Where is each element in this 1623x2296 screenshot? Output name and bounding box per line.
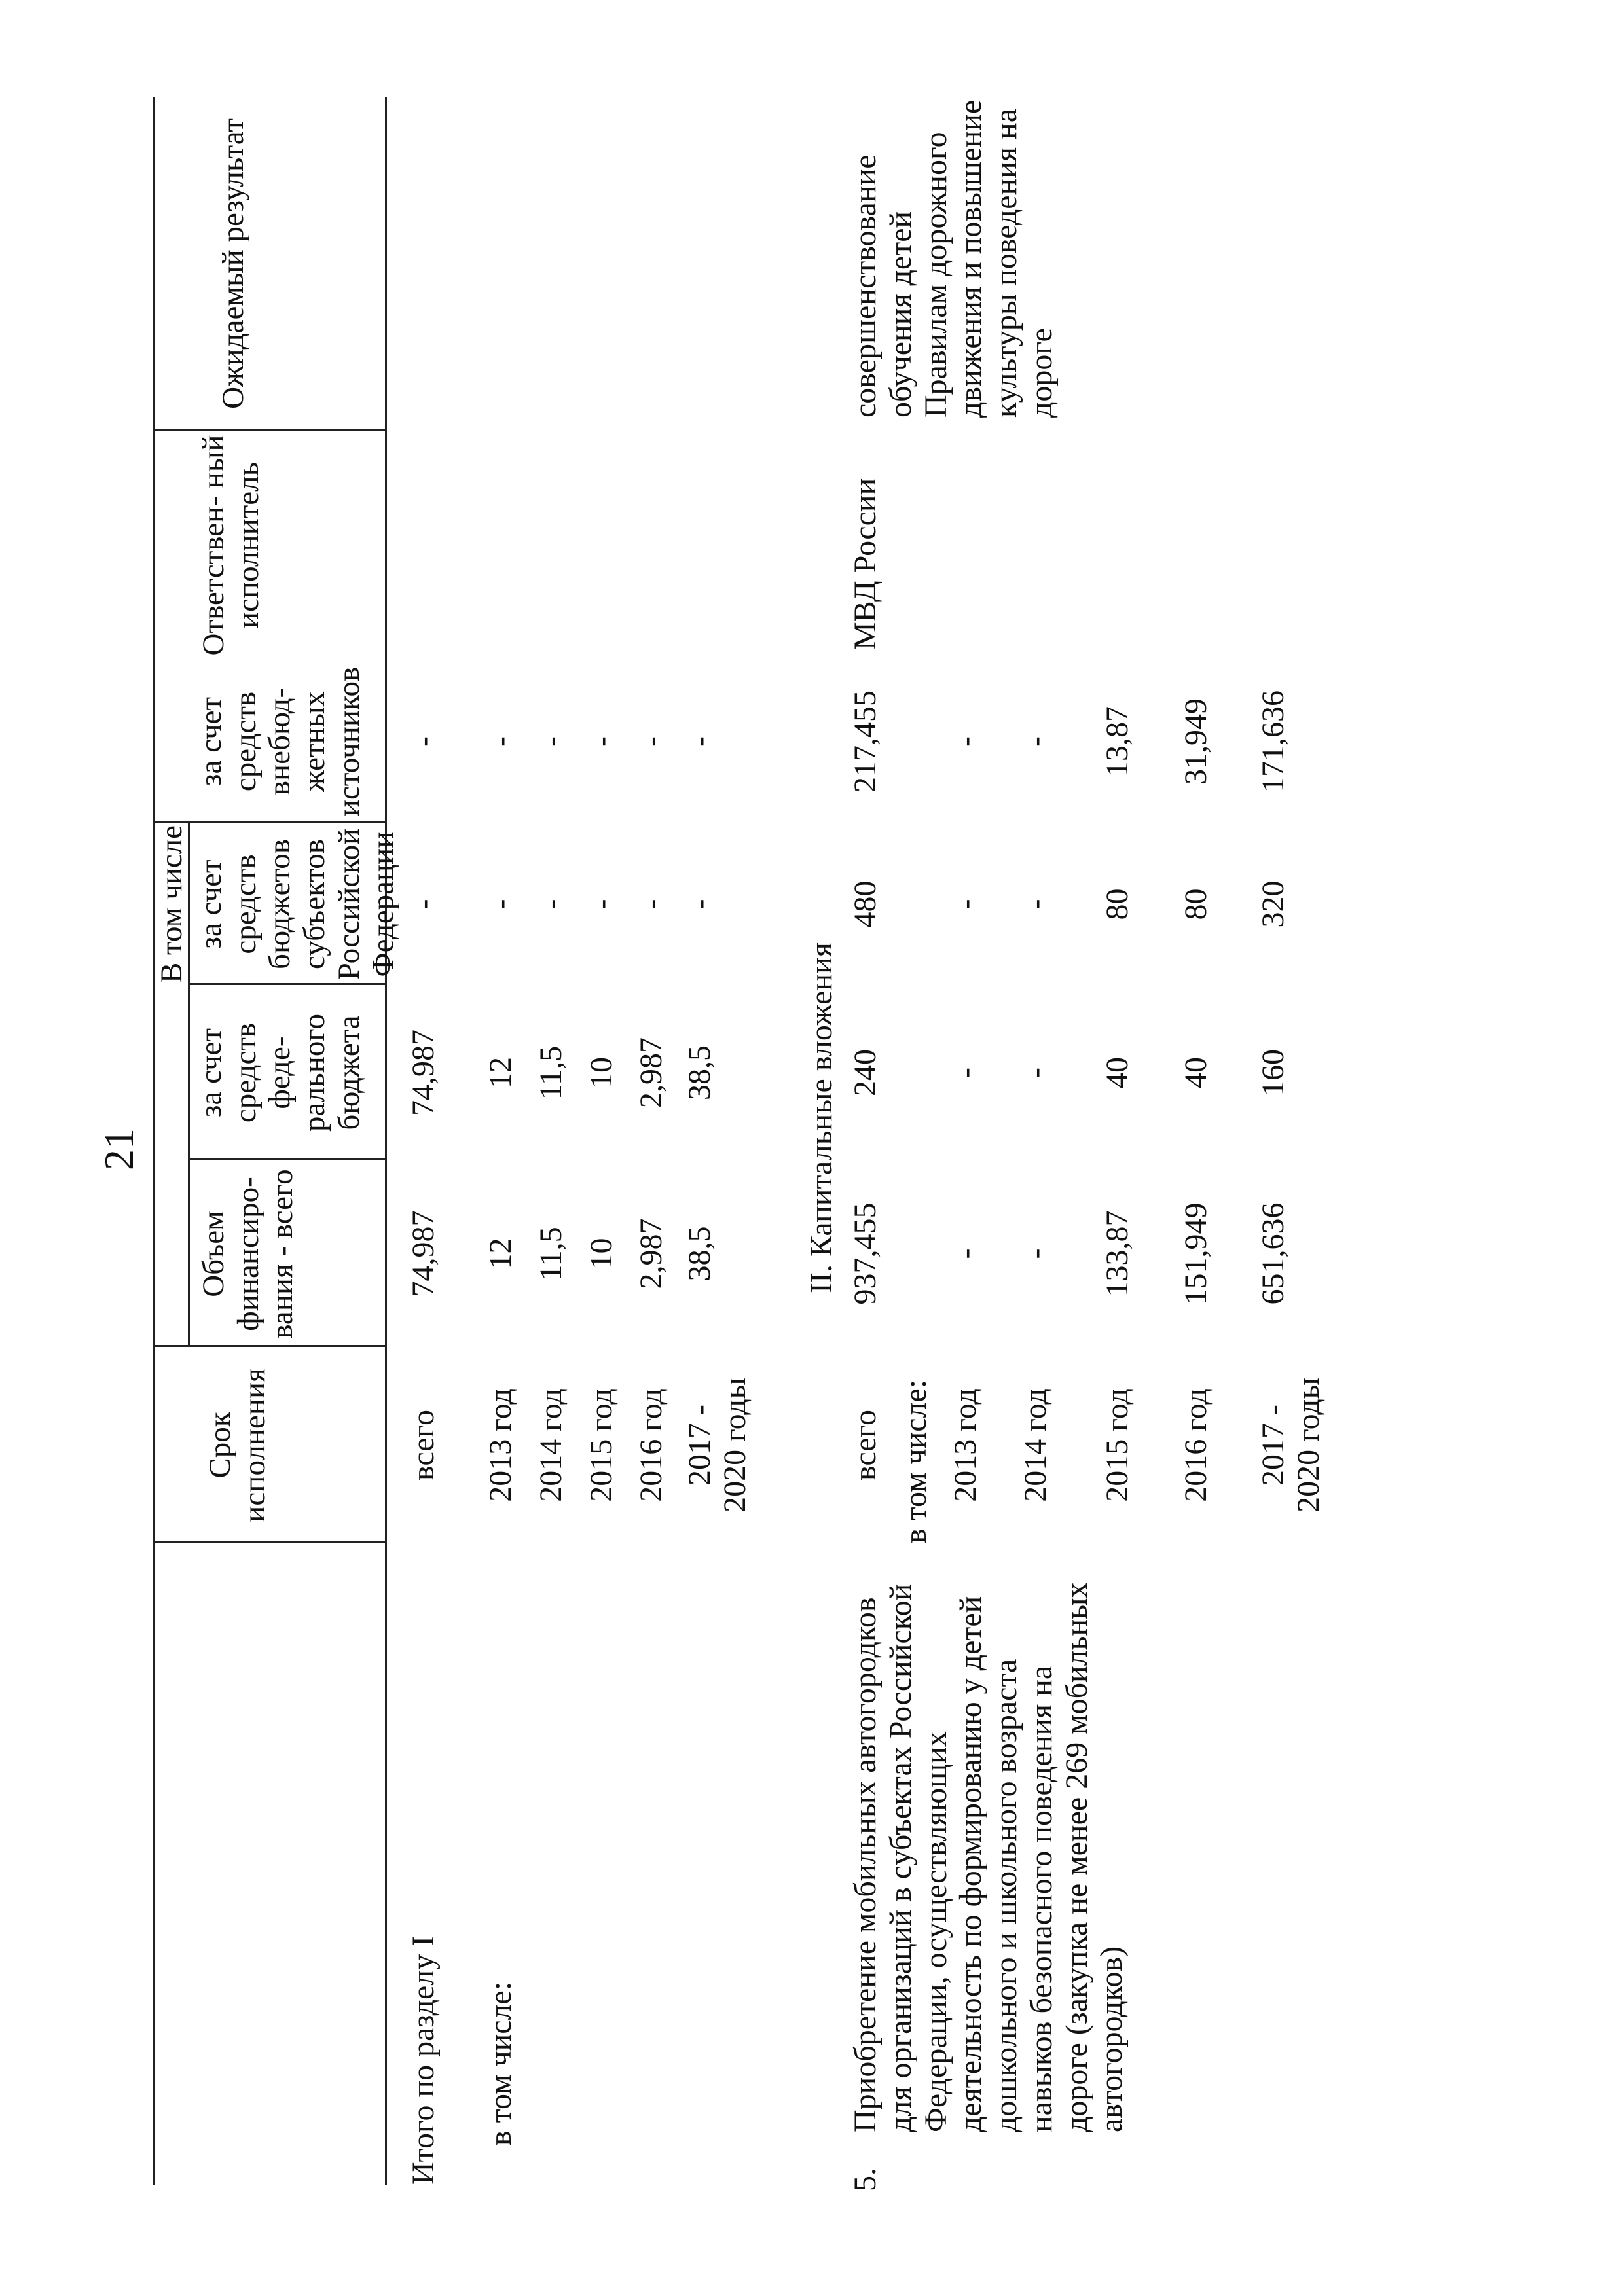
header-result: Ожидаемый результат <box>216 118 250 409</box>
item-result: совершенствование обучения детей Правилам дорожного движения и повышение культуры поведения на дороге <box>848 99 1059 418</box>
header-including: В том числе <box>155 825 189 984</box>
item-term-1: 2013 год <box>948 1388 983 1502</box>
summary-title: Итого по разделу I <box>406 1935 441 2185</box>
summary-regional-3: - <box>584 899 619 910</box>
summary-term-1: 2013 год <box>483 1388 518 1502</box>
header-top-line <box>153 97 155 2185</box>
item-federal-5: 160 <box>1256 1049 1290 1096</box>
summary-federal-2: 11,5 <box>534 1045 568 1100</box>
header-total: Объем финансиро- вания - всего <box>196 1169 300 1339</box>
item-executor: МВД России <box>848 478 883 650</box>
summary-regional-5: - <box>682 899 717 910</box>
summary-term-5: 2017 - 2020 годы <box>682 1378 752 1513</box>
summary-total-0: 74,987 <box>406 1210 441 1297</box>
item-federal-3: 40 <box>1100 1057 1135 1088</box>
item-total-0: 937,455 <box>848 1202 883 1305</box>
item-term-5: 2017 - 2020 годы <box>1256 1378 1326 1513</box>
item-extra-4: 31,949 <box>1178 698 1213 785</box>
summary-federal-0: 74,987 <box>406 1030 441 1116</box>
header-term: Срок исполнения <box>203 1368 272 1522</box>
summary-federal-4: 2,987 <box>634 1037 668 1108</box>
item-total-2: - <box>1018 1248 1053 1259</box>
summary-total-1: 12 <box>483 1238 518 1270</box>
item-number: 5. <box>848 2168 883 2191</box>
item-total-3: 133,87 <box>1100 1210 1135 1297</box>
summary-total-4: 2,987 <box>634 1218 668 1289</box>
item-federal-1: - <box>948 1067 983 1078</box>
item-extra-2: - <box>1018 736 1053 747</box>
summary-incl-label: в том числе: <box>483 1981 518 2145</box>
header-bottom-line <box>385 97 387 2185</box>
item-description: Приобретение мобильных автогородков для организаций в субъектах Российской Федерации, осуществляющих деятельность по формированию у детей дошкольного и школьного возраста навыков безопасного поведения на дороге (закупка не менее 269 мобильных автогородков) <box>848 1582 1129 2132</box>
item-term-4: 2016 год <box>1178 1388 1213 1502</box>
item-regional-2: - <box>1018 899 1053 910</box>
summary-term-2: 2014 год <box>534 1388 568 1502</box>
header-incl: за счет средств феде- рального бюджета <box>194 1014 366 1132</box>
item-extra-3: 13,87 <box>1100 706 1135 777</box>
item-regional-5: 320 <box>1256 880 1290 928</box>
item-total-4: 151,949 <box>1178 1202 1213 1305</box>
item-extra-5: 171,636 <box>1256 691 1290 793</box>
item-extra-1: - <box>948 736 983 747</box>
summary-term-4: 2016 год <box>634 1388 668 1502</box>
header-regional: за счет средств бюджетов субъектов Российской Федерации <box>194 828 401 980</box>
item-regional-0: 480 <box>848 880 883 928</box>
summary-regional-0: - <box>406 899 441 910</box>
summary-federal-3: 10 <box>584 1057 619 1088</box>
item-term-3: 2015 год <box>1100 1388 1135 1502</box>
summary-federal-1: 12 <box>483 1057 518 1088</box>
item-total-1: - <box>948 1248 983 1259</box>
item-regional-3: 80 <box>1100 888 1135 920</box>
header-executor: Ответствен- ный исполнитель <box>196 435 265 656</box>
item-total-5: 651,636 <box>1256 1202 1290 1305</box>
summary-regional-4: - <box>634 899 668 910</box>
summary-extra-0: - <box>406 736 441 747</box>
summary-total-5: 38,5 <box>682 1226 717 1282</box>
summary-regional-2: - <box>534 899 568 910</box>
summary-term-0: всего <box>406 1409 441 1481</box>
item-term-2: 2014 год <box>1018 1388 1053 1502</box>
item-extra-0: 217,455 <box>848 691 883 793</box>
summary-extra-3: - <box>584 736 619 747</box>
summary-regional-1: - <box>483 899 518 910</box>
summary-extra-4: - <box>634 736 668 747</box>
summary-total-2: 11,5 <box>534 1227 568 1281</box>
item-federal-2: - <box>1018 1067 1053 1078</box>
summary-extra-1: - <box>483 736 518 747</box>
col-divider-6 <box>153 429 385 431</box>
page-number: 21 <box>96 1128 142 1170</box>
item-regional-4: 80 <box>1178 888 1213 920</box>
item-federal-0: 240 <box>848 1049 883 1096</box>
section-title: II. Капитальные вложения <box>804 942 839 1293</box>
summary-extra-2: - <box>534 736 568 747</box>
summary-federal-5: 38,5 <box>682 1045 717 1100</box>
summary-extra-5: - <box>682 736 717 747</box>
item-term-0: всего <box>848 1409 883 1481</box>
item-federal-4: 40 <box>1178 1057 1213 1088</box>
summary-total-3: 10 <box>584 1238 619 1270</box>
item-regional-1: - <box>948 899 983 910</box>
item-incl-label: в том числе: <box>898 1379 933 1543</box>
header-extra: за счет средств внебюд- жетных источников <box>194 666 366 817</box>
summary-term-3: 2015 год <box>584 1388 619 1502</box>
